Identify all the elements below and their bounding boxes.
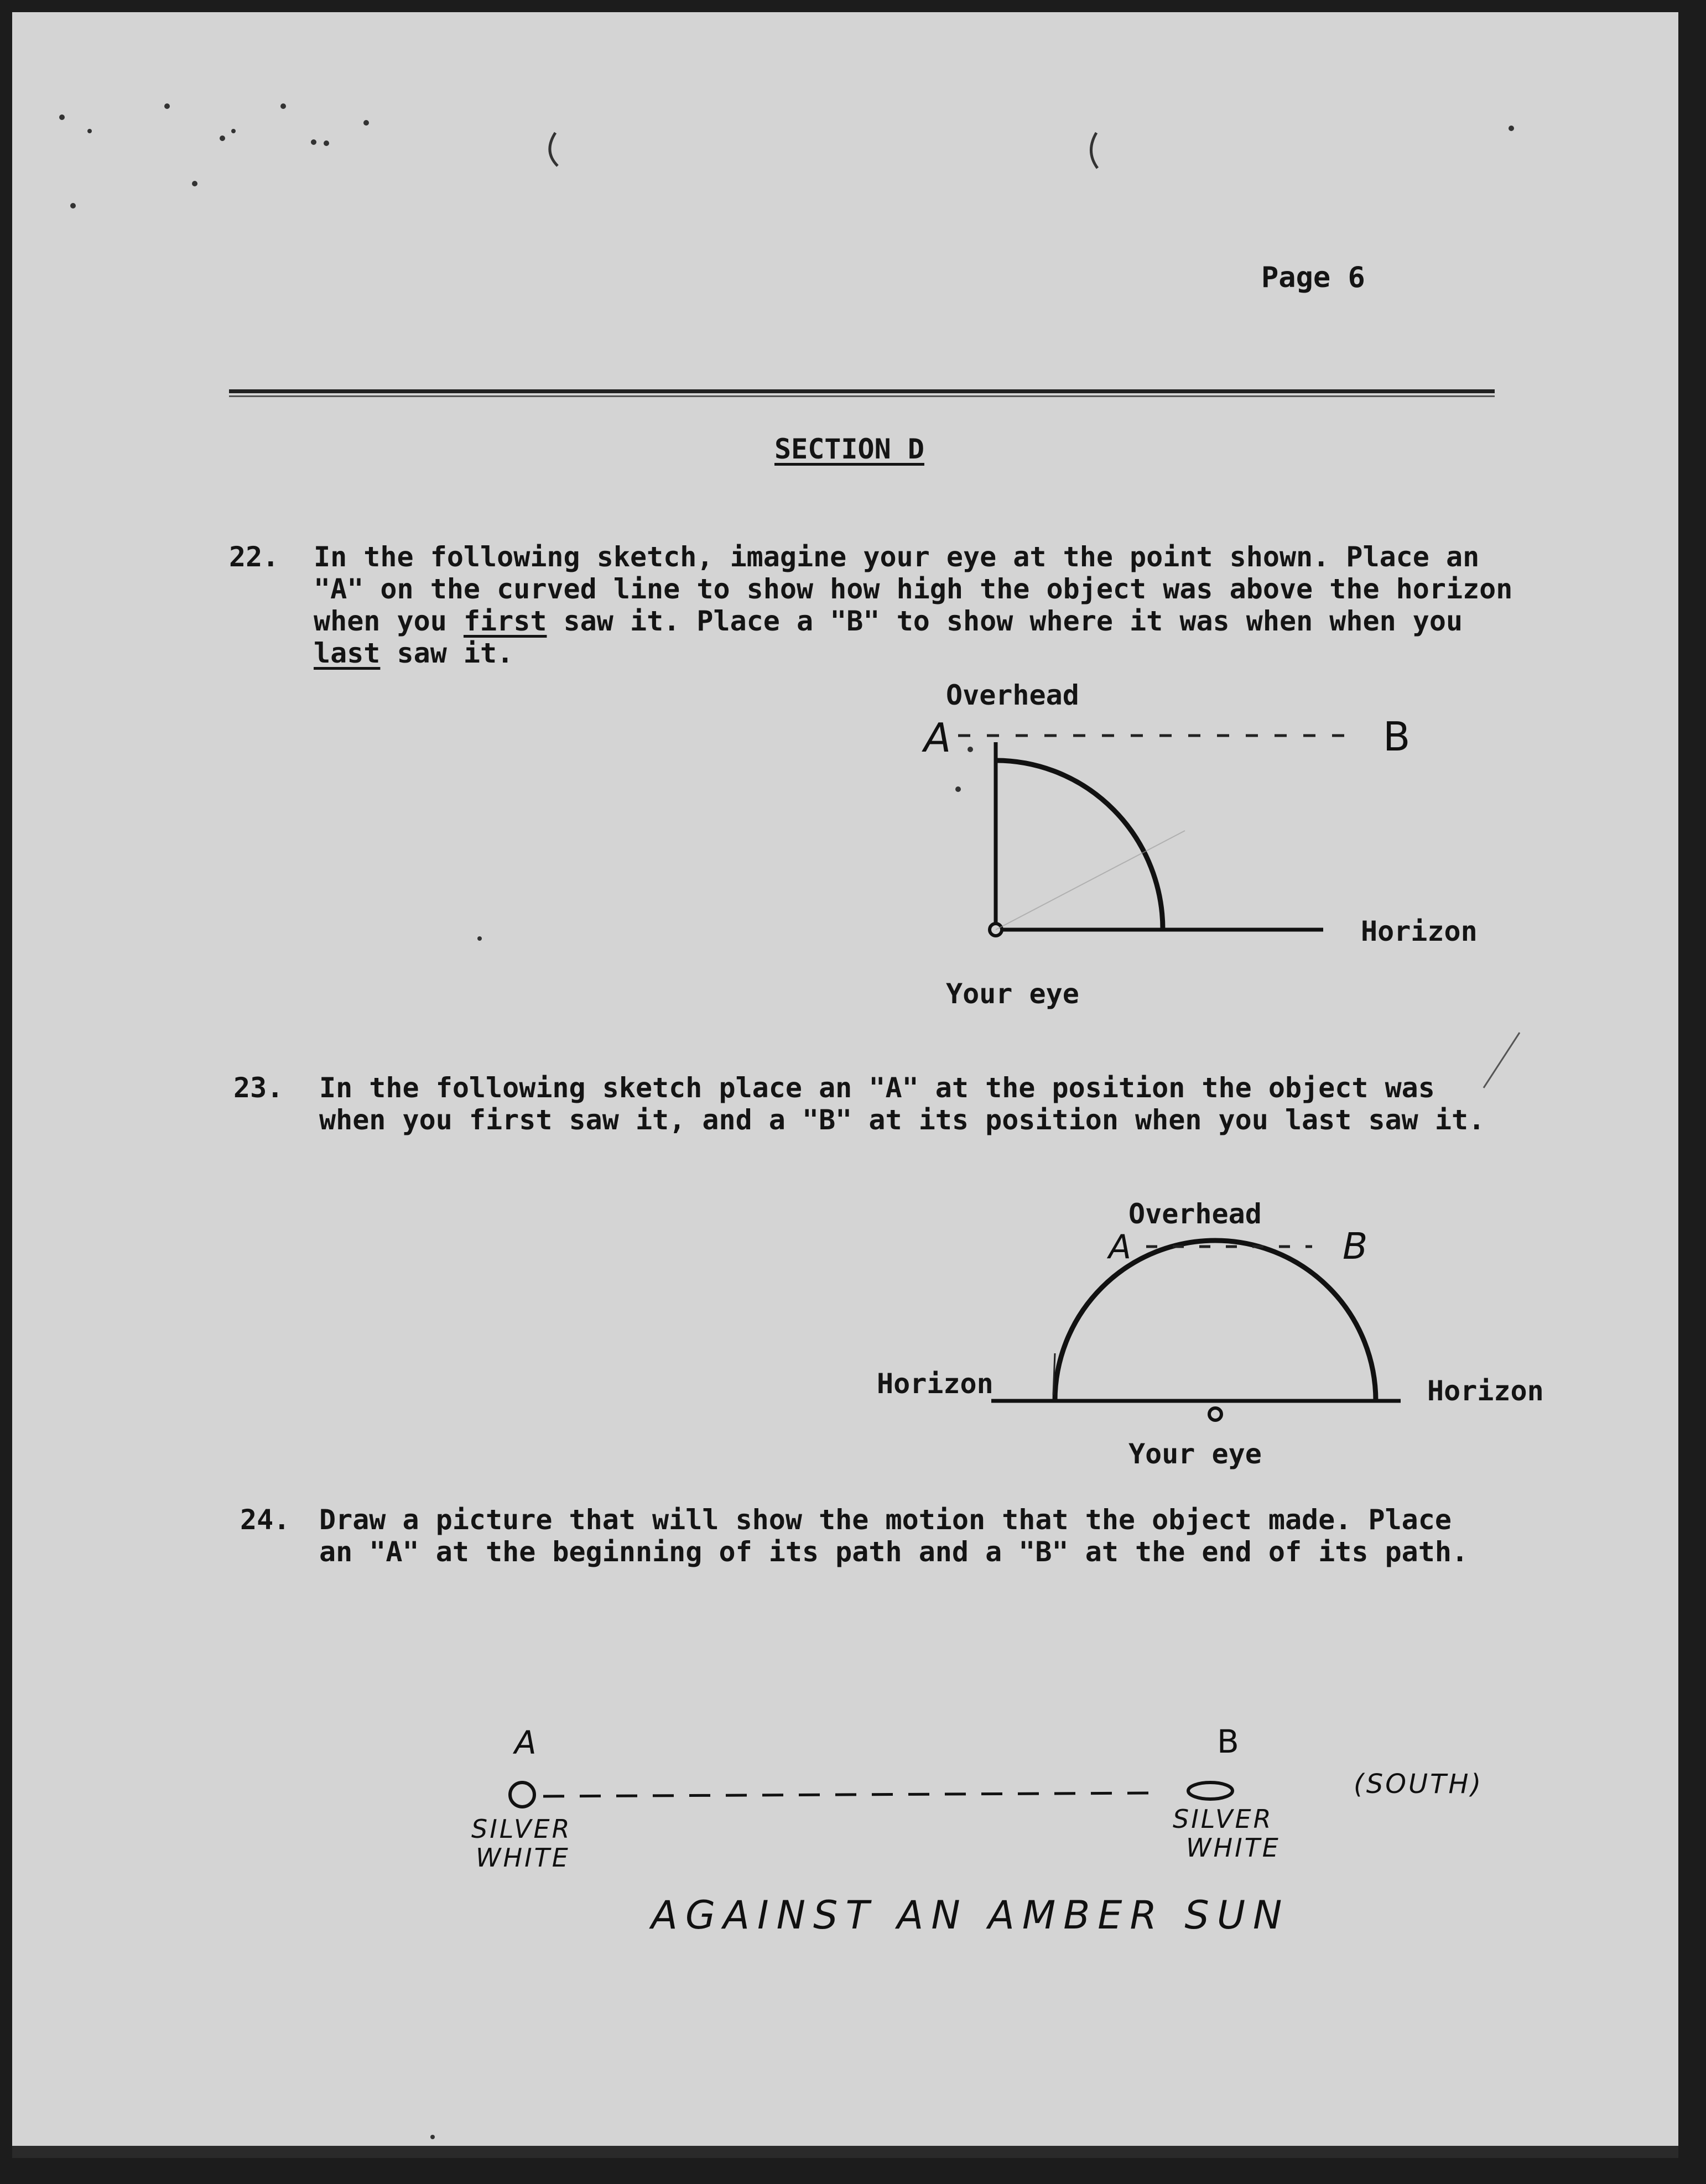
q23-sky-arc	[1055, 1240, 1376, 1401]
q22-handwritten-mark-b: B	[1383, 713, 1411, 760]
q23-eye-point	[1209, 1408, 1221, 1420]
header-rule-lower	[229, 395, 1495, 397]
q23-number: 23.	[233, 1072, 284, 1104]
q22-text-line-1: In the following sketch, imagine your eye at the point shown. Place an	[314, 541, 1480, 573]
q24-caption: AGAINST AN AMBER SUN	[651, 1893, 1290, 1938]
q22-emphasis-last: last	[314, 637, 381, 669]
page-number: Page 6	[1261, 261, 1365, 294]
section-title: SECTION D	[774, 433, 924, 465]
q22-elevation-arc	[996, 760, 1163, 930]
q23-overhead-label: Overhead	[1128, 1198, 1262, 1230]
margin-tick-mark	[1467, 1024, 1528, 1102]
q24-motion-path-drawing	[488, 1754, 1262, 1832]
q22-eye-label: Your eye	[946, 978, 1079, 1010]
q22-emphasis-first: first	[463, 605, 547, 637]
q22-text-line-4	[314, 637, 513, 670]
q24-label-a-line-1: SILVER	[471, 1814, 572, 1844]
q24-dashed-motion-path	[543, 1793, 1152, 1796]
q22-quarter-arc-diagram	[875, 665, 1517, 1019]
q23-text-line-1: In the following sketch place an "A" at the position the object was	[319, 1072, 1435, 1104]
q22-number: 22.	[229, 541, 279, 573]
q24-handwritten-mark-a: A	[514, 1724, 537, 1761]
header-rule	[229, 389, 1495, 393]
document-page	[12, 12, 1678, 2158]
q22-text-line-2: "A" on the curved line to show how high the object was above the horizon	[314, 573, 1513, 605]
q22-text-line-3	[314, 604, 1463, 638]
q23-handwritten-mark-a: A	[1109, 1228, 1132, 1266]
q24-object-start-circle	[510, 1782, 534, 1807]
q24-direction-note: (SOUTH)	[1354, 1769, 1484, 1800]
q23-horizon-right-label: Horizon	[1427, 1375, 1544, 1407]
q22-overhead-label: Overhead	[946, 679, 1079, 711]
q24-label-b-line-1: SILVER	[1173, 1804, 1273, 1834]
q24-number: 24.	[240, 1504, 290, 1536]
q22-line3-end: saw it. Place a "B" to show where it was when when you	[547, 605, 1463, 637]
q24-object-end-oval	[1188, 1782, 1232, 1799]
q23-handwritten-mark-b: B	[1343, 1225, 1368, 1268]
q24-text-line-2: an "A" at the beginning of its path and a "B" at the end of its path.	[319, 1536, 1469, 1568]
bottom-scan-edge	[12, 2146, 1678, 2158]
q23-eye-label: Your eye	[1128, 1438, 1262, 1470]
q24-text-line-1: Draw a picture that will show the motion that the object made. Place	[319, 1504, 1452, 1536]
q22-line4-end: saw it.	[380, 637, 514, 669]
q24-label-b-line-2: WHITE	[1186, 1833, 1281, 1863]
q23-semicircle-diagram	[980, 1196, 1456, 1450]
q24-handwritten-mark-b: B	[1217, 1723, 1239, 1760]
q22-horizon-label: Horizon	[1361, 915, 1478, 947]
q24-label-a-line-2: WHITE	[476, 1843, 570, 1873]
q23-horizon-left-label: Horizon	[877, 1368, 994, 1400]
q23-text-line-2: when you first saw it, and a "B" at its position when you last saw it.	[319, 1104, 1485, 1136]
q22-handwritten-mark-a: A	[924, 715, 951, 761]
q22-line3-start: when you	[314, 605, 464, 637]
